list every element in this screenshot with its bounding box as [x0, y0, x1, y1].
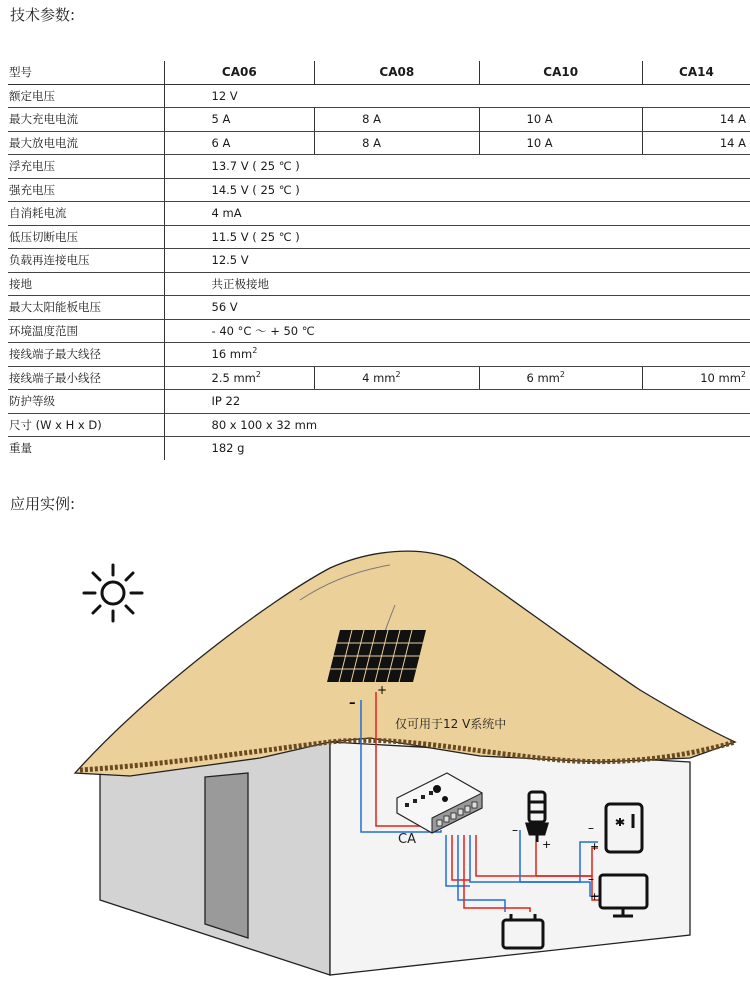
- table-row: [8, 390, 750, 414]
- row-value: 12 V: [164, 84, 750, 108]
- row-value: 11.5 V ( 25 ℃ ): [164, 225, 750, 249]
- row-label: 自消耗电流: [8, 202, 164, 226]
- row-label: 最大太阳能板电压: [8, 296, 164, 320]
- row-value: 80 x 100 x 32 mm: [164, 413, 750, 437]
- table-row: [8, 155, 750, 179]
- table-row: [8, 319, 750, 343]
- row-value: 12.5 V: [164, 249, 750, 273]
- lamp-plus: +: [542, 838, 552, 851]
- row-value: 56 V: [164, 296, 750, 320]
- row-value: 10 $mm^2$: [642, 366, 750, 390]
- row-value: 14 A: [642, 108, 750, 132]
- table-row: [8, 108, 750, 132]
- table-row: [8, 296, 750, 320]
- row-value: 182 g: [164, 437, 750, 460]
- row-value: 6 A: [164, 131, 315, 155]
- door: [205, 773, 248, 938]
- table-row: [8, 202, 750, 226]
- row-value: 2.5 $mm^2$: [164, 366, 315, 390]
- sun-icon: [84, 565, 142, 621]
- row-value: 共正极接地: [164, 272, 750, 296]
- row-value: 4 mA: [164, 202, 750, 226]
- row-value: 16 $mm^2$: [164, 343, 750, 367]
- row-label: 防护等级: [8, 390, 164, 414]
- example-heading: 应用实例:: [10, 495, 76, 513]
- house-walls: [100, 742, 690, 975]
- row-label: 尺寸 (W x H x D): [8, 413, 164, 437]
- solar-panel-icon: [327, 630, 426, 682]
- row-label: 浮充电压: [8, 155, 164, 179]
- row-value: 6 $mm^2$: [479, 366, 642, 390]
- row-label: 环境温度范围: [8, 319, 164, 343]
- column-header-3: CA10: [479, 61, 642, 84]
- row-label: 负载再连接电压: [8, 249, 164, 273]
- row-value: 10 A: [479, 108, 642, 132]
- row-label: 重量: [9, 441, 32, 456]
- row-value: 14.5 V ( 25 ℃ ): [164, 178, 750, 202]
- table-row: [8, 343, 750, 367]
- panel-minus: –: [349, 696, 356, 711]
- table-row: [8, 225, 750, 249]
- column-header-1: CA06: [164, 61, 315, 84]
- row-label: 接线端子最大线径: [8, 343, 164, 367]
- table-row: [8, 249, 750, 273]
- row-value: 14 A: [642, 131, 750, 155]
- row-label: 低压切断电压: [8, 225, 164, 249]
- row-label: 额定电压: [8, 84, 164, 108]
- table-row: [8, 272, 750, 296]
- table-row: [8, 437, 750, 460]
- table-header-row: [8, 61, 750, 84]
- monitor-plus: +: [590, 890, 600, 903]
- row-value: 13.7 V ( 25 ℃ ): [164, 155, 750, 179]
- row-label: 接地: [8, 272, 164, 296]
- spec-heading: 技术参数:: [10, 6, 76, 24]
- application-diagram: [0, 530, 750, 981]
- controller-label: CA: [398, 832, 416, 847]
- table-row: [8, 131, 750, 155]
- table-row: [8, 84, 750, 108]
- monitor-minus: –: [588, 872, 594, 886]
- lamp-minus: –: [512, 823, 518, 837]
- row-value: 5 A: [164, 108, 315, 132]
- spec-table: [8, 61, 750, 460]
- table-row: [8, 366, 750, 390]
- row-label: 强充电压: [8, 178, 164, 202]
- row-value: IP 22: [164, 390, 750, 414]
- table-row: [8, 178, 750, 202]
- column-header-2: CA08: [315, 61, 479, 84]
- row-value: 4 $mm^2$: [315, 366, 479, 390]
- fridge-plus: +: [590, 840, 600, 853]
- row-label: 最大充电电流: [8, 108, 164, 132]
- table-row: [8, 413, 750, 437]
- row-value: 8 A: [315, 131, 479, 155]
- panel-plus: +: [377, 683, 388, 697]
- system-note: 仅可用于12 V系统中: [395, 717, 507, 731]
- row-label: 接线端子最小线径: [8, 366, 164, 390]
- row-value: - 40 °C ～ + 50 ℃: [164, 319, 750, 343]
- fridge-minus: –: [588, 821, 594, 835]
- row-label: 最大放电电流: [8, 131, 164, 155]
- row-value: 8 A: [315, 108, 479, 132]
- column-header-4: CA14: [642, 61, 750, 84]
- row-value: 10 A: [479, 131, 642, 155]
- column-header-model: 型号: [8, 61, 164, 84]
